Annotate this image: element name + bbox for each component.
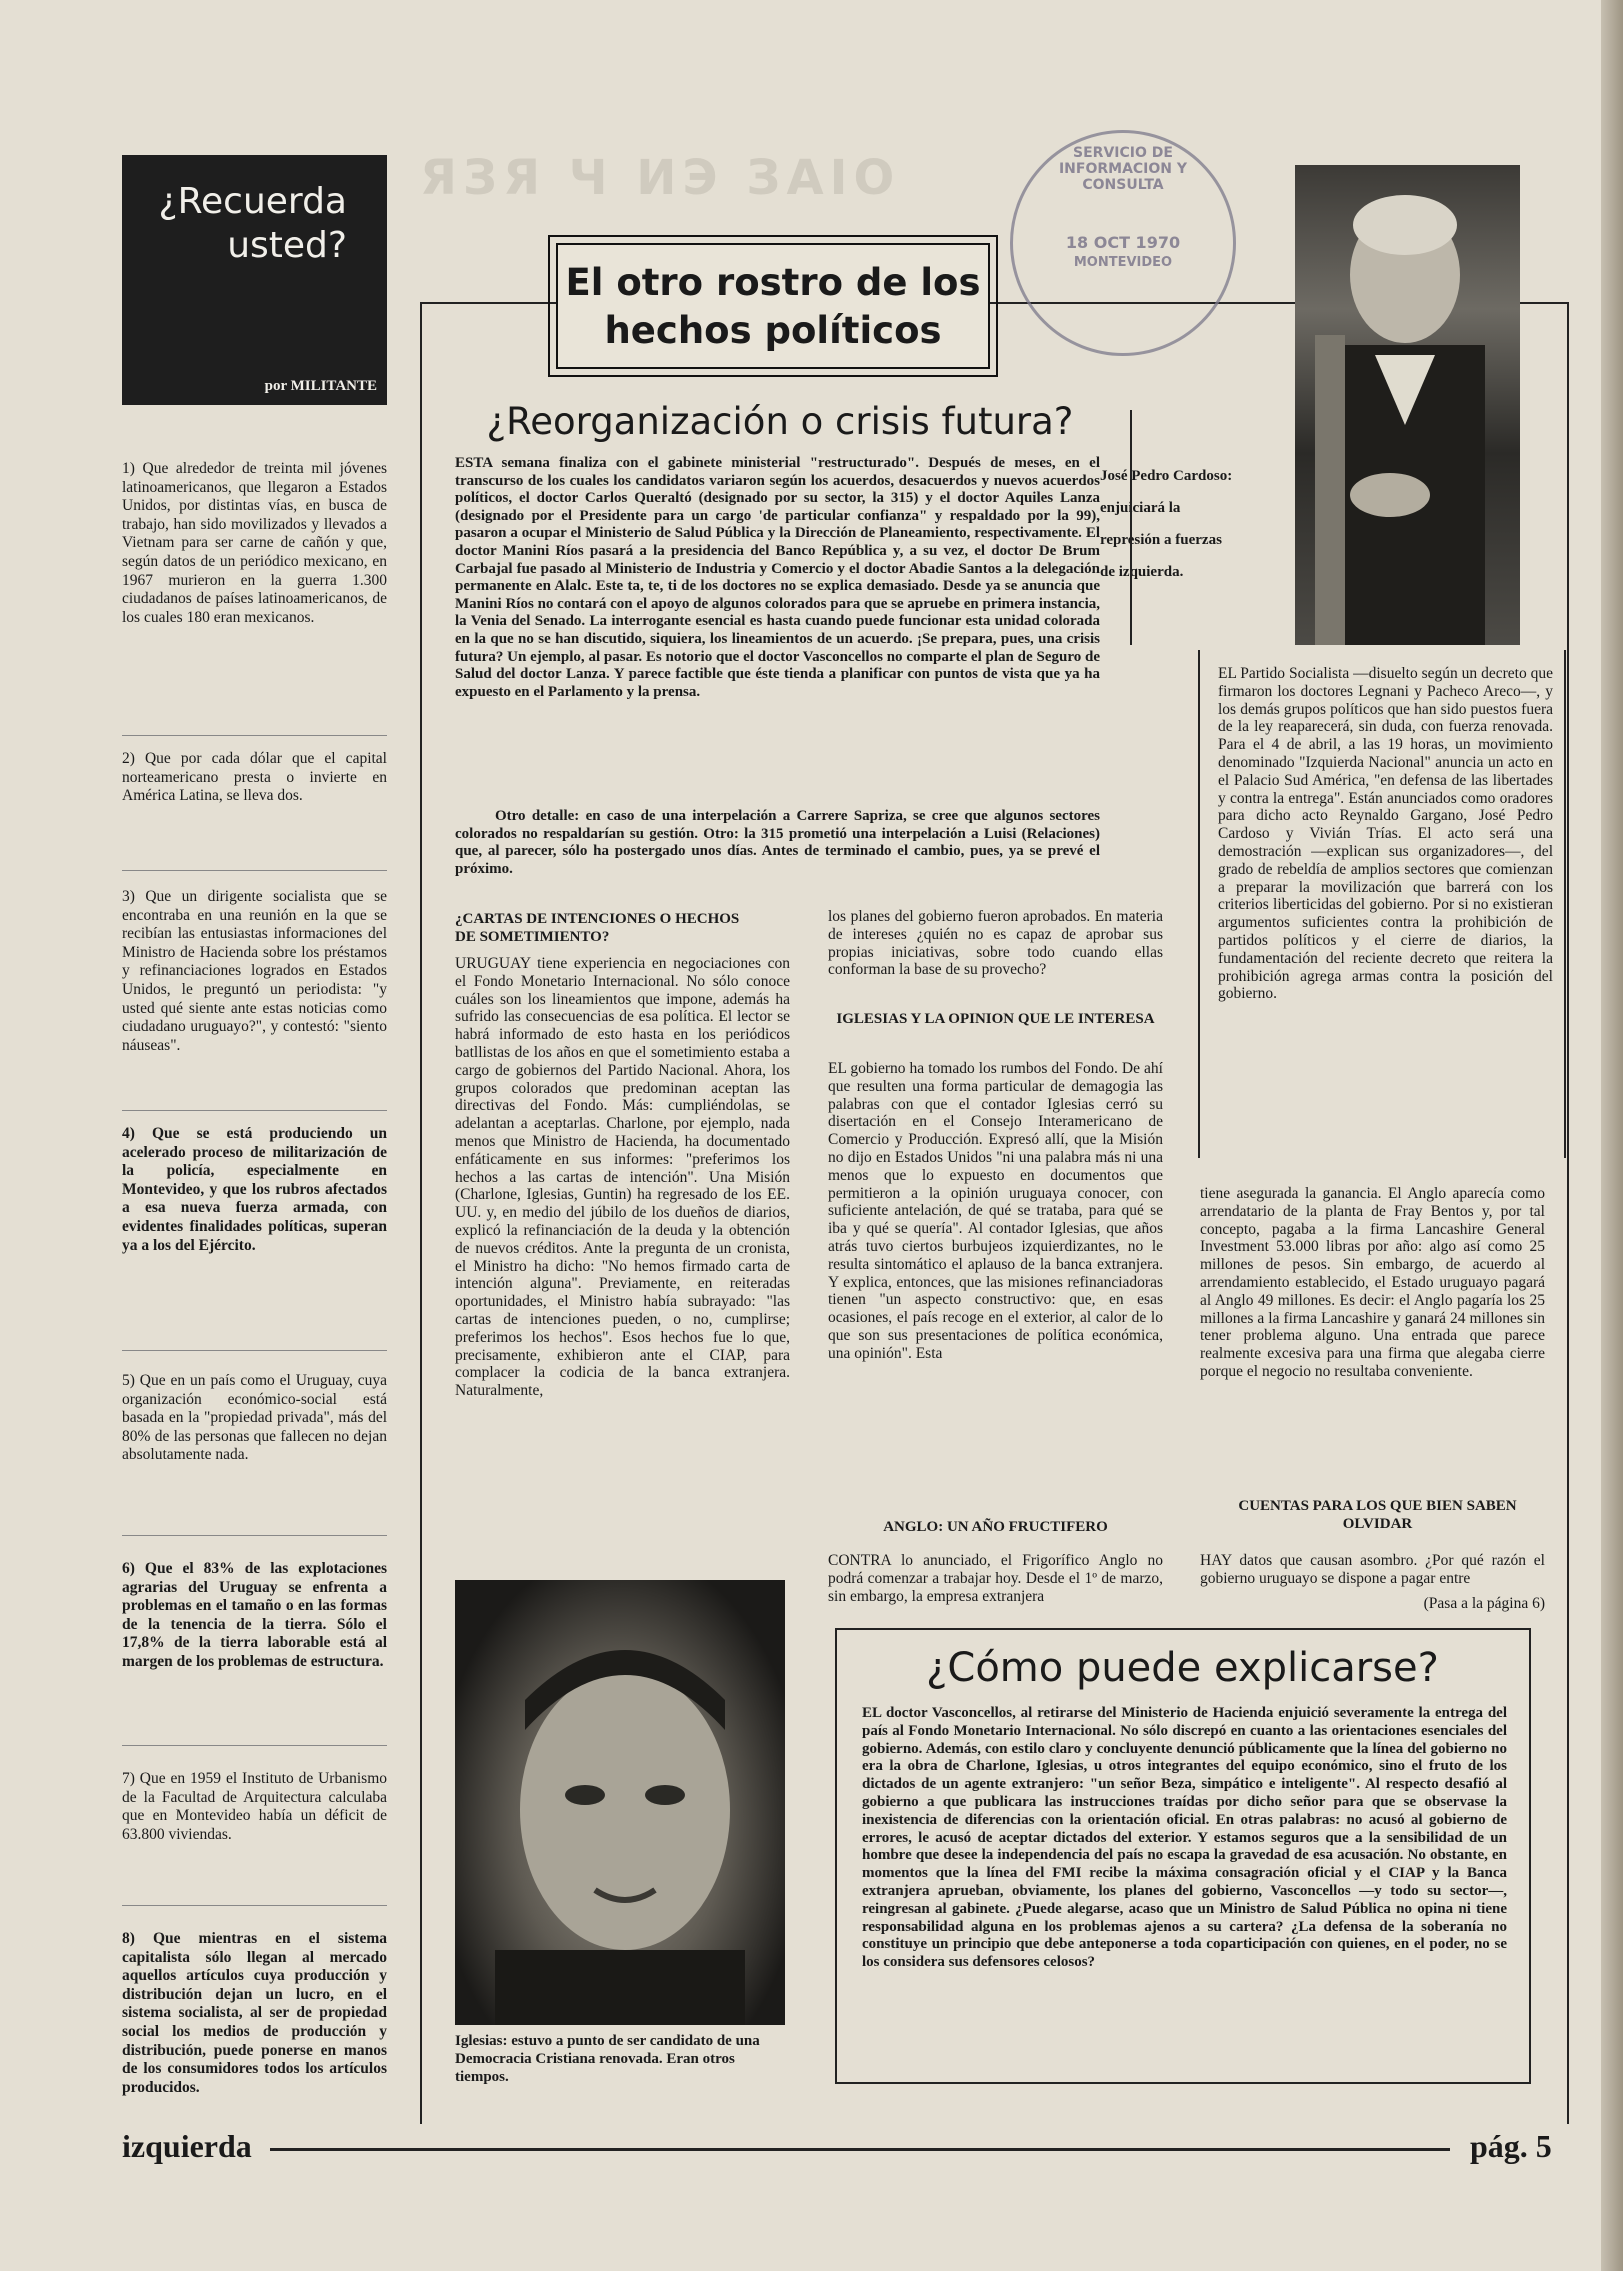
socialista-text: EL Partido Socialista —disuelto según un decreto que firmaron los doctores Legnani y Pacheco Areco—, y los demás grupos políticos que han sido puestos fuera de la ley reaparecerá, sin duda, con fuerza renovada. Para el 4 de abril, a las 19 horas, un movimiento denominado "Izquierda Nacional" anuncia un acto en el Palacio Sud América, "en defensa de las libertades y contra la entrega". Están anunciados como oradores para dicho acto Reynaldo Gargano, José Pedro Cardoso y Vivián Trías. El acto será una demostración —explican sus organizadores—, del grado de rebeldía de amplios sectores que comienzan a preparar la movilización que barrerá con los criterios liberticidas del gobierno. Por si no existieran argumentos suficientes contra la prohibición de partidos políticos y el cierre de diarios, la fundamentación del reciente decreto que reitera la prohibición agrega armas contra la posición del gobierno. — [1218, 665, 1553, 1003]
caption-iglesias: Iglesias: estuvo a punto de ser candidato de una Democracia Cristiana renovada. Eran otros tiempos. — [455, 2033, 760, 2085]
anglo-text: CONTRA lo anunciado, el Frigorífico Anglo no podrá comenzar a trabajar hoy. Desde el 1º de marzo, sin embargo, la empresa extranjera — [828, 1552, 1163, 1605]
stamp-ring-text: SERVICIO DE INFORMACION Y CONSULTA — [1058, 145, 1188, 193]
cuentas-continued: (Pasa a la página 6) — [1423, 1595, 1545, 1612]
divider — [122, 1350, 387, 1351]
show-through-text: ЯЗЯ Ч ИЭ ЗАІО — [420, 150, 901, 206]
sidebar-item: 4) Que se está produciendo un acelerado proceso de militarización de la policía, especialmente en Montevideo, y que los rubros afectados a esa nueva fuerza armada, con evidentes finalidades políticas, superan ya a los del Ejército. — [122, 1125, 387, 1254]
footer-publication: izquierda — [122, 2128, 252, 2164]
explicarse-text: EL doctor Vasconcellos, al retirarse del Ministerio de Hacienda enjuició severamente la entrega del país al Fondo Monetario Internacional. No sólo discrepó en cuanto a las orientaciones esenciales del gobierno. Además, con estilo claro y concluyente denunció públicamente que la línea del gobierno no era la obra de Charlone, Iglesias, u otros integrantes del equipo económico, sino el fruto de los dictados de un agente extranjero: "un señor Beza, simpático e inteligente". Al respecto desafió al gobierno a que publicara las instrucciones traídas por dicho señor para que se observase la inexistencia de diferencias con la orientación oficial. En otras palabras: no acusó al gobierno de errores, le acusó de aceptar dictados del exterior. Y estamos seguros que a la sensibilidad de un hombre que desee la independencia del país no escapa la gravedad de esa acusación. No obstante, en momentos que la línea del FMI recibe la máxima consagración oficial y el CIAP y la Banca extranjera aprueban, obviamente, los planes del gobierno, Vasconcellos —y todo su sector—, reingresan al gabinete. ¿Puede alegarse, acaso que un Ministro de Salud Pública no opina ni tiene responsabilidad alguna en los problemas ajenos a su cartera? ¿La defensa de la soberanía no constituye un principio que debe anteponerse a toda coparticipación con quienes, en el poder, no se los considera sus defensores celosos? — [862, 1705, 1507, 1971]
sidebar-title: ¿Recuerda usted? — [158, 181, 347, 266]
iglesias-heading: IGLESIAS Y LA OPINION QUE LE INTERESA — [836, 1011, 1155, 1027]
sidebar-item: 8) Que mientras en el sistema capitalista sólo llegan al mercado aquellos artículos cuya producción y distribución dejan un lucro, en el sistema socialista, al ser de propiedad social los medios de producción y distribución, puede ponerse en manos de los consumidores todos los artículos producidos. — [122, 1930, 387, 2096]
anglo-heading: ANGLO: UN AÑO FRUCTIFERO — [883, 1519, 1108, 1535]
divider — [122, 1535, 387, 1536]
divider — [122, 1745, 387, 1746]
caption-frame — [1130, 410, 1292, 645]
explicarse-headline: ¿Cómo puede explicarse? — [926, 1645, 1439, 1691]
section-title: El otro rostro de los hechos políticos — [565, 261, 981, 352]
photo-iglesias — [455, 1580, 785, 2025]
iglesias-text: EL gobierno ha tomado los rumbos del Fondo. De ahí que resulten una forma particular de demagogia las palabras con que el contador Iglesias cerró su disertación en el Consejo Interamericano de Comercio y Producción. Expresó allí, que la Misión no dijo en Estados Unidos "ni una palabra más ni una menos que lo expuesto en documentos que permitieron a la opinión uruguaya conocer, con suficiente antelación, de qué se trataba, para qué se iba y qué se quería". Al contador Iglesias, que años atrás tuvo ciertos burbujeos izquierdizantes, no le resulta sintomático el aplauso de la banca extranjera. Y explica, entonces, que las misiones refinanciadoras tienen "un aspecto constructivo: que, en esas ocasiones, el país recoge en el exterior, al calor de lo que son sus presentaciones de política económica, una opinión". Esta — [828, 1060, 1163, 1362]
anglo-continued: tiene asegurada la ganancia. El Anglo aparecía como arrendatario de la planta de Fray Bentos y, por tal concepto, pagaba a la firma Lancashire General Investment 53.000 libras por año: algo así como 25 millones de pesos. Sin embargo, de acuerdo al arrendamiento establecido, el Estado uruguayo pagará al Anglo 49 millones. Es decir: el Anglo pagaría los 25 millones a la firma Lancashire y ganará 24 millones sin tener problema alguno. Una entrada que parece realmente excesiva para una firma que alegaba cierre porque el negocio no resultaba conveniente. — [1200, 1185, 1545, 1380]
section-title-inner — [556, 243, 990, 369]
footer-page-number: pág. 5 — [1470, 2128, 1552, 2164]
lead-headline: ¿Reorganización o crisis futura? — [486, 400, 1074, 443]
sidebar-item: 1) Que alrededor de treinta mil jóvenes latinoamericanos, que llegaron a Estados Unidos, por distintas vías, en busca de trabajo, han sido movilizados y llevados a Vietnam para ser carne de cañón y que, según datos de un periódico mexicano, en 1967 murieron en la guerra 1.300 ciudadanos de países latinoamericanos, de los cuales 180 eran mexicanos. — [122, 460, 387, 626]
cartas-heading: ¿CARTAS DE INTENCIONES O HECHOS DE SOMETIMIENTO? — [455, 911, 740, 945]
sidebar-item: 5) Que en un país como el Uruguay, cuya organización económico-social está basada en la "propiedad privada", más del 80% de las personas que fallecen no dejan absolutamente nada. — [122, 1372, 387, 1464]
sidebar-item: 3) Que un dirigente socialista que se encontraba en una reunión en la que se recibían las entusiastas informaciones del Ministro de Hacienda sobre los préstamos y refinanciaciones logrados en Estados Unidos, le preguntó un periodista: "y usted qué siente ante estas noticias como ciudadano uruguayo?", y contestó: "siento náuseas". — [122, 888, 387, 1054]
divider — [122, 735, 387, 736]
stamp-date: 18 OCT 1970 — [1065, 233, 1181, 252]
sidebar-item: 6) Que el 83% de las explotaciones agrarias del Uruguay se enfrenta a problemas en el tamaño o en las formas de la tenencia de la tierra. Sólo el 17,8% de la tierra laborable está al margen de los problemas de estructura. — [122, 1560, 387, 1670]
cuentas-heading: CUENTAS PARA LOS QUE BIEN SABEN OLVIDAR — [1238, 1498, 1517, 1532]
divider — [122, 870, 387, 871]
divider — [122, 1110, 387, 1111]
cuentas-text: HAY datos que causan asombro. ¿Por qué razón el gobierno uruguayo se dispone a pagar entre — [1200, 1552, 1545, 1587]
photo-cardoso — [1295, 165, 1520, 645]
sidebar-byline: por MILITANTE — [264, 378, 377, 394]
portrait-illustration — [1295, 165, 1520, 645]
portrait-illustration — [455, 1580, 785, 2025]
cartas-continued: los planes del gobierno fueron aprobados. En materia de intereses ¿quién no es capaz de aprobar sus propias iniciativas, sobre todo cuando ellas conforman la base de su provecho? — [828, 908, 1163, 979]
sidebar-header — [122, 155, 387, 405]
sidebar-item: 2) Que por cada dólar que el capital norteamericano presta o invierte en América Latina, se lleva dos. — [122, 750, 387, 805]
caption-cardoso: José Pedro Cardoso: enjuiciará la represión a fuerzas de izquierda. — [1100, 468, 1233, 580]
section-title-box — [548, 235, 998, 377]
sidebar-item: 7) Que en 1959 el Instituto de Urbanismo de la Facultad de Arquitectura calculaba que en Montevideo había un déficit de 63.800 viviendas. — [122, 1770, 387, 1843]
lead-paragraph: Otro detalle: en caso de una interpelación a Carrere Sapriza, se cree que algunos sectores colorados no respaldarían su gestión. Otro: la 315 prometió una interpelación a Luisi (Relaciones) que, al parecer, sólo ha postergado unos días. Antes de terminado el cambio, pues, ya se prevé el próximo. — [455, 808, 1100, 877]
stamp-city: MONTEVIDEO — [1073, 255, 1173, 270]
divider — [122, 1905, 387, 1906]
library-stamp — [1010, 130, 1236, 356]
footer-rule — [270, 2148, 1450, 2151]
lead-paragraph: ESTA semana finaliza con el gabinete ministerial "restructurado". Después de meses, en el transcurso de los cuales los candidatos variaron según los acuerdos, desacuerdos y nuevos acuerdos políticos, el doctor Carlos Queraltó (designado por su sector, la 315) y el doctor Aquiles Lanza (designado por el Presidente para un cargo 'de particular confianza" y respaldado por la 99), pasaron a ocupar el Ministerio de Salud Pública y la Dirección de Planeamiento, respectivamente. El doctor Manini Ríos pasará a la presidencia del Banco República y, a su vez, el doctor De Brum Carbajal fue pasado al Ministerio de Industria y Comercio y el doctor Abadie Santos a la delegación permanente en Alalc. Este ta, te, ti de los doctores no se explica demasiado. Desde ya se anuncia que Manini Ríos no contará con el apoyo de algunos colorados para que se apruebe en primera instancia, la Venia del Senado. La interrogante esencial es hasta cuando puede funcionar esta unidad colorada en la que no se han discutido, siquiera, los lineamientos de un acuerdo. ¡Se prepara, pues, una crisis futura? Un ejemplo, al pasar. Es notorio que el doctor Vasconcellos no comparte el plan de Seguro de Salud del doctor Lanza. Y parece factible que éste tienda a planificar con puntos de vista que ya ha expuesto en el Parlamento y la prensa. — [455, 455, 1100, 700]
page-edge — [1601, 0, 1623, 2271]
cartas-text: URUGUAY tiene experiencia en negociaciones con el Fondo Monetario Internacional. No sólo conoce cuáles son los lineamientos que impone, además ha sufrido las consecuencias de esa política. El lector se habrá informado de esto hasta en los periódicos batllistas de los años en que el sometimiento estaba a cargo de gobiernos del Partido Nacional. Ahora, los grupos colorados que predominan aceptan las directivas del Fondo. Más: cumpliéndolas, se adelantan a aceptarlas. Charlone, por ejemplo, nada menos que Ministro de Hacienda, ha documentado enfáticamente en sus informes: "preferimos los hechos a las cartas de intención". Una Misión (Charlone, Iglesias, Guntin) ha regresado de los EE. UU. y, en medio del júbilo de los dueños de diarios, explicó la refinanciación de la deuda y la obtención de nuevos créditos. Ante la pregunta de un cronista, el Ministro ha dicho: "No hemos firmado carta de intención alguna". Previamente, en reiteradas oportunidades, el Ministro había subrayado: "las cartas de intenciones pueden, o no, cumplirse; preferimos los hechos". Esos hechos fue lo que, precisamente, exhibieron ante el CIAP, para complacer la codicia de la banca extranjera. Naturalmente, — [455, 955, 790, 1400]
